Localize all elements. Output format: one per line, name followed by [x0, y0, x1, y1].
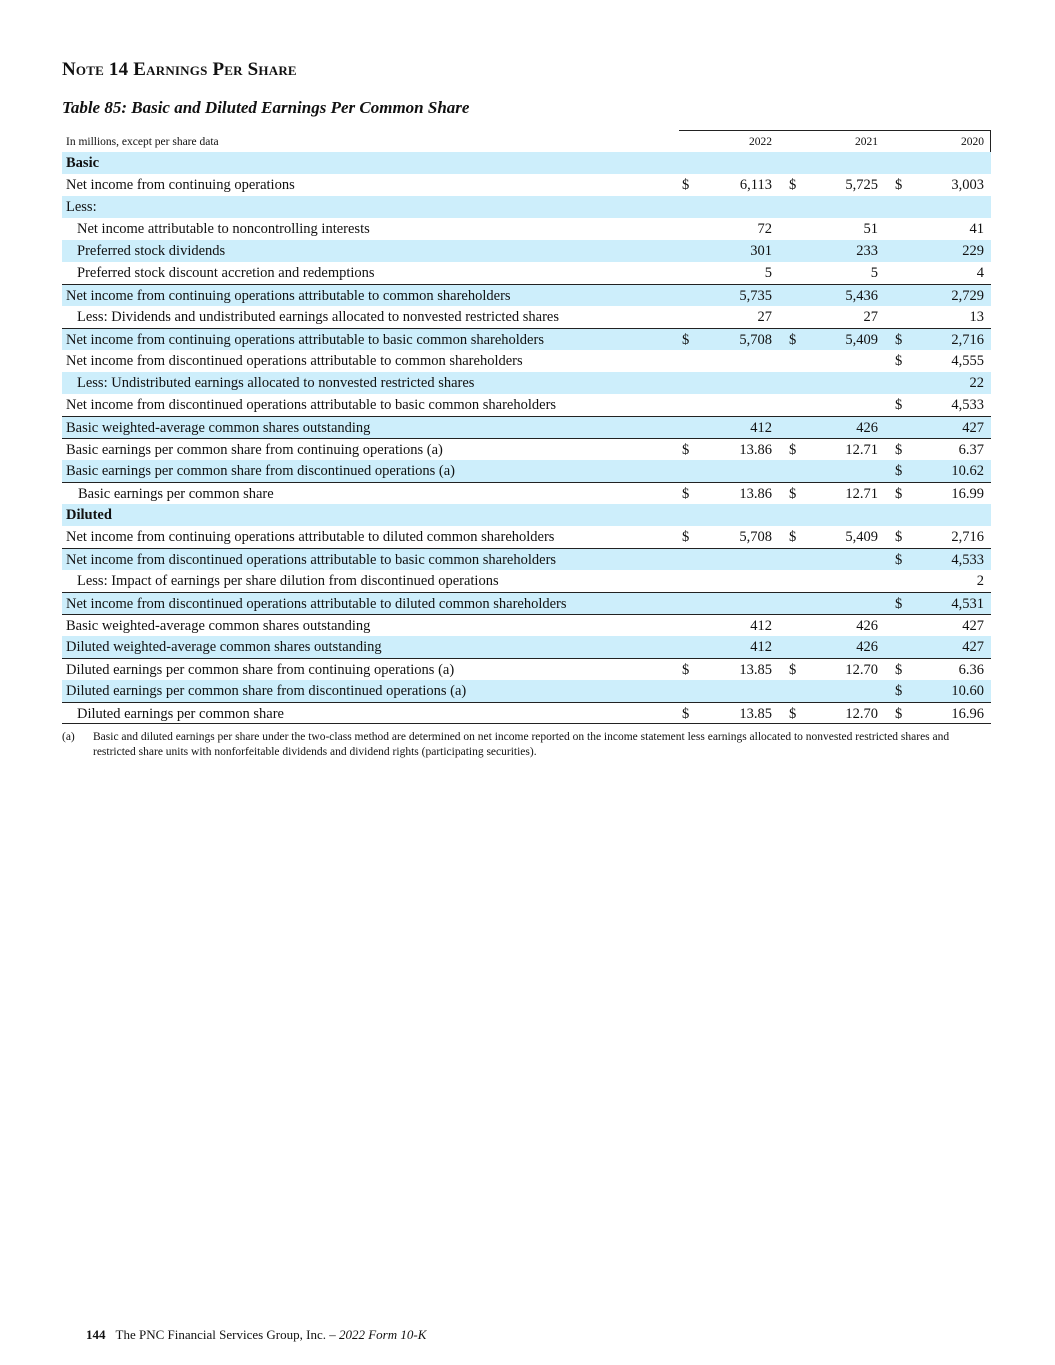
table-body [62, 152, 991, 724]
company-name: The PNC Financial Services Group, Inc. – [115, 1327, 339, 1342]
row-label: Net income from discontinued operations attributable to basic common shareholders [66, 552, 557, 568]
row-label: Diluted earnings per common share from discontinued operations (a) [66, 683, 467, 699]
row-label: Net income from continuing operations [66, 177, 295, 193]
cell-2020: 22 [969, 375, 984, 391]
dollar-sign: $ [789, 529, 797, 545]
table-row [62, 394, 991, 416]
cell-2021: 12.71 [845, 442, 878, 458]
cell-2020: 3,003 [951, 177, 984, 193]
cell-2020: 13 [969, 309, 984, 325]
row-label: Basic weighted-average common shares outstanding [66, 618, 371, 634]
page-number: 144 [86, 1327, 106, 1342]
table-title: Table 85: Basic and Diluted Earnings Per Common Share [62, 98, 470, 117]
row-label: Preferred stock dividends [77, 243, 226, 259]
dollar-sign: $ [682, 662, 690, 678]
dollar-sign: $ [895, 683, 903, 699]
dollar-sign: $ [895, 596, 903, 612]
cell-2020: 6.36 [958, 662, 984, 678]
table-row [62, 350, 991, 372]
cell-2022: 412 [750, 639, 772, 655]
table-row [62, 680, 991, 702]
cell-2020: 2,716 [951, 332, 984, 348]
cell-2022: 5 [764, 265, 772, 281]
cell-2020: 10.62 [951, 463, 984, 479]
cell-2022: 6,113 [739, 177, 772, 193]
row-label: Less: Undistributed earnings allocated to nonvested restricted shares [77, 375, 475, 391]
cell-2022: 72 [757, 221, 772, 237]
cell-2021: 426 [856, 639, 878, 655]
dollar-sign: $ [789, 486, 797, 502]
row-label: Diluted earnings per common share from continuing operations (a) [66, 662, 455, 678]
dollar-sign: $ [895, 529, 903, 545]
dollar-sign: $ [789, 706, 797, 722]
row-label: Net income from continuing operations attributable to common shareholders [66, 288, 511, 304]
dollar-sign: $ [895, 353, 903, 369]
cell-2021: 426 [856, 618, 878, 634]
row-label: Basic weighted-average common shares outstanding [66, 420, 371, 436]
table-row [62, 460, 991, 482]
section-header-row [62, 152, 991, 174]
header-label: In millions, except per share data [66, 136, 219, 148]
header-year-2021: 2021 [855, 136, 878, 148]
dollar-sign: $ [789, 177, 797, 193]
table-header [62, 130, 991, 152]
dollar-sign: $ [895, 486, 903, 502]
cell-2022: 412 [750, 618, 772, 634]
table-row [62, 174, 991, 196]
eps-table [62, 130, 991, 724]
cell-2021: 426 [856, 420, 878, 436]
cell-2021: 5 [870, 265, 878, 281]
row-label: Diluted [66, 507, 112, 523]
table-row [62, 284, 991, 306]
dollar-sign: $ [682, 706, 690, 722]
table-row [62, 636, 991, 658]
table-row [62, 218, 991, 240]
cell-2020: 4,533 [951, 552, 984, 568]
page-footer [86, 1327, 426, 1343]
dollar-sign: $ [682, 332, 690, 348]
cell-2022: 5,708 [739, 529, 772, 545]
footnote-mark: (a) [62, 731, 75, 743]
dollar-sign: $ [682, 442, 690, 458]
cell-2022: 5,708 [739, 332, 772, 348]
form-name: 2022 Form 10-K [338, 1327, 427, 1342]
cell-2021: 5,409 [845, 529, 878, 545]
cell-2022: 301 [750, 243, 772, 259]
note-title: Note 14 Earnings Per Share [62, 59, 297, 80]
cell-2020: 10.60 [951, 683, 984, 699]
row-label: Diluted weighted-average common shares outstanding [66, 639, 382, 655]
row-label: Less: [66, 199, 97, 215]
dollar-sign: $ [895, 662, 903, 678]
cell-2020: 16.99 [951, 486, 984, 502]
row-label: Less: Impact of earnings per share dilution from discontinued operations [77, 573, 499, 589]
table-row [62, 548, 991, 570]
row-label: Preferred stock discount accretion and redemptions [77, 265, 375, 281]
cell-2020: 4,531 [951, 596, 984, 612]
dollar-sign: $ [895, 397, 903, 413]
dollar-sign: $ [682, 486, 690, 502]
row-label: Less: Dividends and undistributed earnings allocated to nonvested restricted shares [77, 309, 559, 325]
cell-2020: 6.37 [958, 442, 984, 458]
row-label: Net income from continuing operations attributable to basic common shareholders [66, 332, 544, 348]
table-row [62, 614, 991, 636]
row-label: Net income from discontinued operations attributable to diluted common shareholders [66, 596, 567, 612]
dollar-sign: $ [789, 442, 797, 458]
dollar-sign: $ [789, 332, 797, 348]
cell-2021: 5,409 [845, 332, 878, 348]
cell-2021: 5,725 [845, 177, 878, 193]
row-label: Net income from continuing operations attributable to diluted common shareholders [66, 529, 555, 545]
table-row [62, 570, 991, 592]
table-row [62, 658, 991, 680]
cell-2020: 427 [962, 420, 984, 436]
header-year-2020: 2020 [961, 136, 984, 148]
row-label: Net income from discontinued operations attributable to basic common shareholders [66, 397, 557, 413]
table-row [62, 592, 991, 614]
cell-2021: 27 [863, 309, 878, 325]
cell-2022: 13.85 [739, 662, 772, 678]
table-row [62, 482, 991, 504]
dollar-sign: $ [789, 662, 797, 678]
cell-2020: 427 [962, 639, 984, 655]
dollar-sign: $ [895, 706, 903, 722]
table-row [62, 526, 991, 548]
footnote-text: Basic and diluted earnings per share under the two-class method are determined on net income reported on the income statement less earnings allocated to nonvested restricted shares and restricted share units with nonforfeitable dividends and dividend rights (participating securities). [93, 731, 950, 758]
cell-2020: 16.96 [951, 706, 984, 722]
section-header-row [62, 504, 991, 526]
table-row [62, 328, 991, 350]
cell-2020: 2 [976, 573, 984, 589]
footnote [62, 730, 962, 760]
row-label: Diluted earnings per common share [77, 706, 284, 722]
cell-2022: 5,735 [739, 288, 772, 304]
dollar-sign: $ [895, 552, 903, 568]
cell-2020: 4,555 [951, 353, 984, 369]
cell-2022: 13.85 [739, 706, 772, 722]
cell-2020: 229 [962, 243, 984, 259]
row-label: Basic earnings per common share from discontinued operations (a) [66, 463, 455, 479]
cell-2022: 27 [757, 309, 772, 325]
row-label: Net income from discontinued operations attributable to common shareholders [66, 353, 523, 369]
cell-2022: 13.86 [739, 486, 772, 502]
cell-2021: 12.70 [845, 706, 878, 722]
cell-2022: 13.86 [739, 442, 772, 458]
cell-2020: 4 [976, 265, 984, 281]
row-label: Net income attributable to noncontrolling interests [77, 221, 370, 237]
table-row [62, 240, 991, 262]
row-label: Basic [66, 155, 100, 171]
row-label: Basic earnings per common share from continuing operations (a) [66, 442, 443, 458]
header-year-2022: 2022 [749, 136, 772, 148]
dollar-sign: $ [895, 463, 903, 479]
table-row [62, 306, 991, 328]
cell-2021: 51 [863, 221, 878, 237]
table-row [62, 196, 991, 218]
cell-2020: 2,716 [951, 529, 984, 545]
dollar-sign: $ [682, 177, 690, 193]
cell-2021: 233 [856, 243, 878, 259]
cell-2020: 2,729 [951, 288, 984, 304]
cell-2021: 12.71 [845, 486, 878, 502]
cell-2020: 41 [969, 221, 984, 237]
dollar-sign: $ [682, 529, 690, 545]
row-label: Basic earnings per common share [78, 486, 274, 502]
cell-2021: 5,436 [845, 288, 878, 304]
dollar-sign: $ [895, 332, 903, 348]
table-row [62, 702, 991, 724]
cell-2021: 12.70 [845, 662, 878, 678]
dollar-sign: $ [895, 442, 903, 458]
dollar-sign: $ [895, 177, 903, 193]
table-row [62, 262, 991, 284]
cell-2020: 427 [962, 618, 984, 634]
cell-2022: 412 [750, 420, 772, 436]
table-row [62, 438, 991, 460]
table-row [62, 416, 991, 438]
table-row [62, 372, 991, 394]
cell-2020: 4,533 [951, 397, 984, 413]
